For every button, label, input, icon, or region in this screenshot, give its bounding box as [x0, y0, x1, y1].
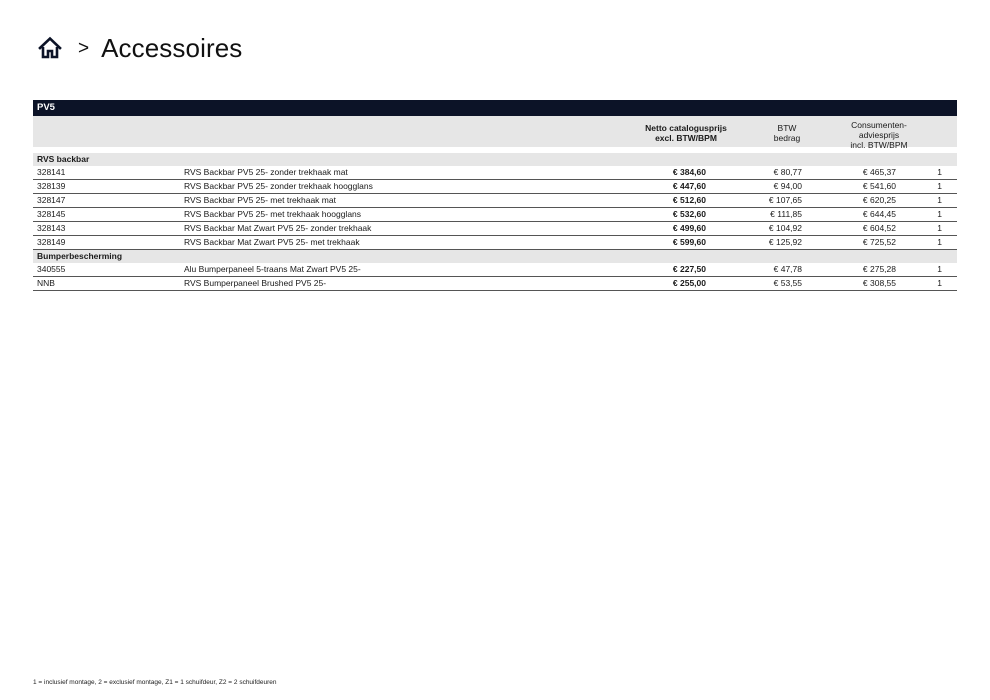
- netto-price: € 599,60: [672, 237, 706, 247]
- table-row: [33, 166, 957, 180]
- netto-price: € 384,60: [672, 167, 706, 177]
- article-description: Alu Bumperpaneel 5-traans Mat Zwart PV5 25-: [184, 264, 361, 274]
- netto-price: € 227,50: [672, 264, 706, 274]
- article-code: 328143: [37, 223, 66, 233]
- column-consumer-price: Consumenten- adviesprijs incl. BTW/BPM: [850, 120, 908, 150]
- consumer-price: € 465,37: [862, 167, 896, 177]
- column-netto-price: Netto catalogusprijs excl. BTW/BPM: [645, 123, 727, 143]
- table-row: [33, 208, 957, 222]
- price-table: [33, 100, 957, 291]
- model-band: PV5: [33, 100, 957, 116]
- breadcrumb: [38, 30, 242, 66]
- consumer-price: € 604,52: [862, 223, 896, 233]
- mounting-code: 1: [937, 223, 942, 233]
- section-title: RVS backbar: [33, 153, 957, 166]
- article-code: 328149: [37, 237, 66, 247]
- table-row: [33, 236, 957, 250]
- netto-price: € 532,60: [672, 209, 706, 219]
- btw-amount: € 80,77: [773, 167, 802, 177]
- article-code: 340555: [37, 264, 66, 274]
- home-icon[interactable]: [38, 36, 62, 60]
- btw-amount: € 53,55: [773, 278, 802, 288]
- article-code: 328145: [37, 209, 66, 219]
- table-row: [33, 263, 957, 277]
- article-description: RVS Backbar PV5 25- zonder trekhaak hoogglans: [184, 181, 373, 191]
- btw-amount: € 47,78: [773, 264, 802, 274]
- btw-amount: € 111,85: [770, 209, 802, 219]
- btw-amount: € 94,00: [773, 181, 802, 191]
- table-row: [33, 180, 957, 194]
- column-header: [33, 116, 957, 150]
- article-code: 328147: [37, 195, 66, 205]
- mounting-code: 1: [937, 167, 942, 177]
- consumer-price: € 541,60: [862, 181, 896, 191]
- netto-price: € 512,60: [672, 195, 706, 205]
- article-code: NNB: [37, 278, 55, 288]
- consumer-price: € 725,52: [862, 237, 896, 247]
- article-code: 328139: [37, 181, 66, 191]
- netto-price: € 499,60: [672, 223, 706, 233]
- article-description: RVS Backbar Mat Zwart PV5 25- zonder trekhaak: [184, 223, 372, 233]
- btw-amount: € 107,65: [768, 195, 802, 205]
- btw-amount: € 104,92: [768, 223, 802, 233]
- article-code: 328141: [37, 167, 66, 177]
- consumer-price: € 620,25: [862, 195, 896, 205]
- article-description: RVS Backbar PV5 25- met trekhaak hoogglans: [184, 209, 362, 219]
- table-row: [33, 222, 957, 236]
- mounting-code: 1: [937, 209, 942, 219]
- article-description: RVS Backbar PV5 25- zonder trekhaak mat: [184, 167, 348, 177]
- btw-amount: € 125,92: [768, 237, 802, 247]
- mounting-code: 1: [937, 195, 942, 205]
- page-title: Accessoires: [101, 32, 243, 63]
- mounting-code: 1: [937, 278, 942, 288]
- consumer-price: € 644,45: [862, 209, 896, 219]
- article-description: RVS Bumperpaneel Brushed PV5 25-: [184, 278, 327, 288]
- footnote: 1 = inclusief montage, 2 = exclusief montage, Z1 = 1 schuifdeur, Z2 = 2 schuifdeuren: [33, 679, 277, 686]
- mounting-code: 1: [937, 181, 942, 191]
- mounting-code: 1: [937, 237, 942, 247]
- consumer-price: € 308,55: [862, 278, 896, 288]
- netto-price: € 255,00: [672, 278, 706, 288]
- article-description: RVS Backbar Mat Zwart PV5 25- met trekhaak: [184, 237, 360, 247]
- column-btw-amount: BTW bedrag: [773, 123, 801, 143]
- breadcrumb-separator: >: [78, 37, 90, 59]
- article-description: RVS Backbar PV5 25- met trekhaak mat: [184, 195, 336, 205]
- mounting-code: 1: [937, 264, 942, 274]
- netto-price: € 447,60: [672, 181, 706, 191]
- table-row: [33, 277, 957, 291]
- consumer-price: € 275,28: [862, 264, 896, 274]
- section-title: Bumperbescherming: [33, 250, 957, 263]
- table-row: [33, 194, 957, 208]
